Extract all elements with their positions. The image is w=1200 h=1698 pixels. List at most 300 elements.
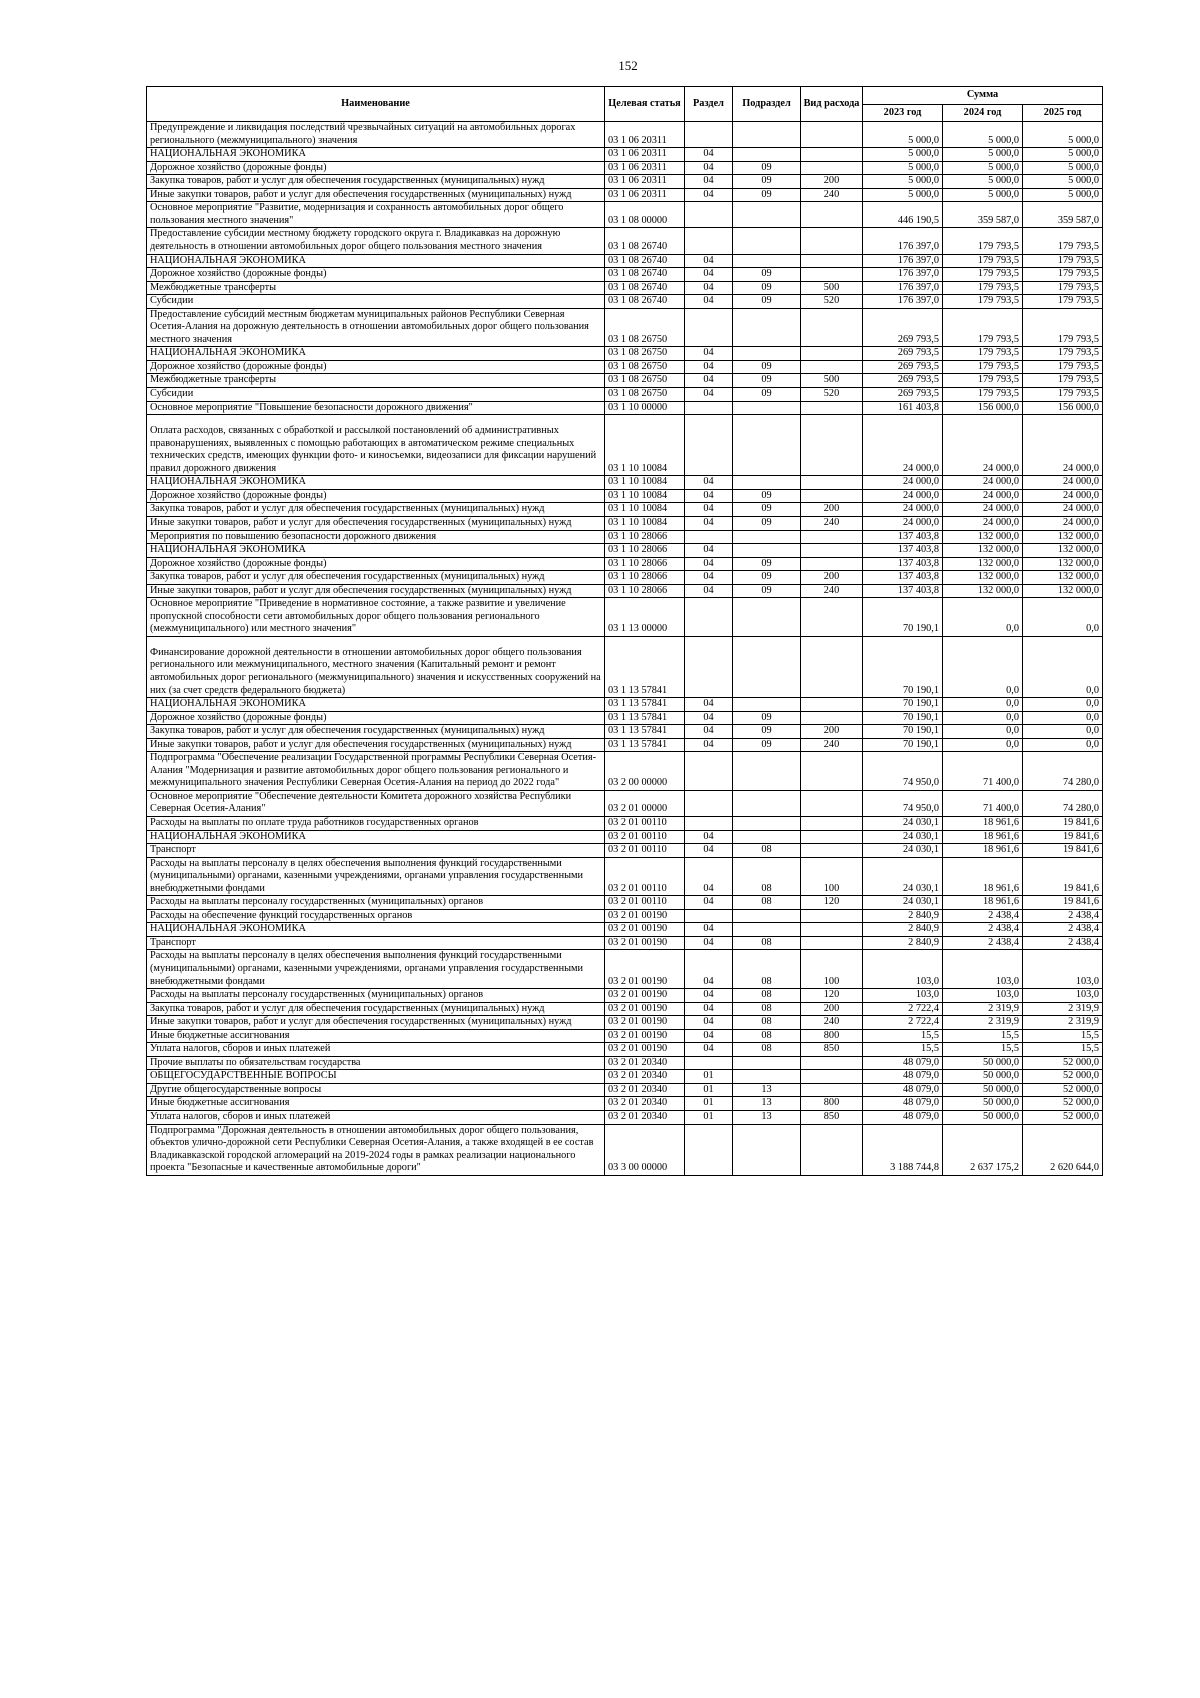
cell-name: Предоставление субсидии местному бюджету городского округа г. Владикавказ на дорожную деятельность в отношении автомобильных дорог общего пользования местного значения	[147, 228, 605, 254]
cell-razdel: 04	[685, 1029, 733, 1043]
cell-2024: 2 438,4	[943, 936, 1023, 950]
cell-vid	[801, 844, 863, 858]
cell-name: Подпрограмма "Дорожная деятельность в отношении автомобильных дорог общего пользования, объектов улично-дорожной сети Республики Северная Осетия-Алания, а также входящей в ее состав Владикавказской городской агломераций на 2019-2024 годы в рамках реализации национального проекта "Безопасные и качественные автомобильные дороги"	[147, 1124, 605, 1175]
cell-2023: 24 000,0	[863, 415, 943, 476]
cell-2023: 24 030,1	[863, 896, 943, 910]
cell-2023: 74 950,0	[863, 790, 943, 816]
cell-2023: 24 030,1	[863, 830, 943, 844]
cell-2025: 0,0	[1023, 698, 1103, 712]
cell-code: 03 2 01 00110	[605, 830, 685, 844]
cell-podrazdel: 09	[733, 489, 801, 503]
cell-2024: 0,0	[943, 711, 1023, 725]
cell-2025: 132 000,0	[1023, 530, 1103, 544]
cell-podrazdel: 09	[733, 388, 801, 402]
cell-name: Межбюджетные трансферты	[147, 374, 605, 388]
cell-podrazdel: 09	[733, 281, 801, 295]
cell-2025: 179 793,5	[1023, 360, 1103, 374]
table-row	[147, 923, 1103, 937]
cell-code: 03 1 08 26740	[605, 228, 685, 254]
cell-name: НАЦИОНАЛЬНАЯ ЭКОНОМИКА	[147, 148, 605, 162]
cell-code: 03 2 01 00190	[605, 1002, 685, 1016]
cell-2025: 0,0	[1023, 738, 1103, 752]
cell-razdel: 04	[685, 254, 733, 268]
table-row	[147, 188, 1103, 202]
cell-2025: 5 000,0	[1023, 161, 1103, 175]
cell-name: Предоставление субсидий местным бюджетам муниципальных районов Республики Северная Осетия-Алания на дорожную деятельность в отношении автомобильных дорог общего пользования местного значения	[147, 308, 605, 347]
table-row	[147, 989, 1103, 1003]
table-row	[147, 374, 1103, 388]
cell-vid	[801, 228, 863, 254]
cell-2024: 0,0	[943, 636, 1023, 697]
cell-code: 03 1 13 57841	[605, 738, 685, 752]
cell-podrazdel: 13	[733, 1111, 801, 1125]
cell-vid	[801, 308, 863, 347]
cell-podrazdel	[733, 228, 801, 254]
cell-name: НАЦИОНАЛЬНАЯ ЭКОНОМИКА	[147, 544, 605, 558]
cell-2025: 103,0	[1023, 950, 1103, 989]
cell-code: 03 1 08 26740	[605, 295, 685, 309]
cell-podrazdel: 08	[733, 1002, 801, 1016]
cell-2024: 2 438,4	[943, 923, 1023, 937]
cell-2025: 5 000,0	[1023, 188, 1103, 202]
cell-2024: 18 961,6	[943, 816, 1023, 830]
cell-vid	[801, 909, 863, 923]
cell-2024: 179 793,5	[943, 228, 1023, 254]
table-row	[147, 1070, 1103, 1084]
cell-razdel: 04	[685, 281, 733, 295]
cell-vid	[801, 752, 863, 791]
cell-razdel: 01	[685, 1083, 733, 1097]
cell-2024: 132 000,0	[943, 571, 1023, 585]
table-row	[147, 909, 1103, 923]
cell-code: 03 2 01 00190	[605, 1029, 685, 1043]
cell-2023: 2 722,4	[863, 1002, 943, 1016]
cell-2025: 24 000,0	[1023, 516, 1103, 530]
cell-code: 03 2 01 00190	[605, 950, 685, 989]
cell-code: 03 1 13 57841	[605, 725, 685, 739]
header-name: Наименование	[147, 87, 605, 122]
cell-razdel: 04	[685, 950, 733, 989]
cell-podrazdel	[733, 347, 801, 361]
cell-name: Дорожное хозяйство (дорожные фонды)	[147, 557, 605, 571]
cell-2023: 24 000,0	[863, 516, 943, 530]
table-row	[147, 896, 1103, 910]
cell-vid	[801, 544, 863, 558]
cell-2025: 0,0	[1023, 711, 1103, 725]
cell-razdel: 01	[685, 1070, 733, 1084]
table-row	[147, 1016, 1103, 1030]
cell-2024: 179 793,5	[943, 374, 1023, 388]
cell-name: Иные закупки товаров, работ и услуг для обеспечения государственных (муниципальных) нужд	[147, 188, 605, 202]
cell-code: 03 1 08 26750	[605, 388, 685, 402]
cell-name: Основное мероприятие "Обеспечение деятельности Комитета дорожного хозяйства Республики Северная Осетия-Алания"	[147, 790, 605, 816]
table-row	[147, 161, 1103, 175]
cell-razdel: 04	[685, 844, 733, 858]
cell-name: НАЦИОНАЛЬНАЯ ЭКОНОМИКА	[147, 254, 605, 268]
cell-2024: 18 961,6	[943, 857, 1023, 896]
cell-2025: 132 000,0	[1023, 557, 1103, 571]
cell-2024: 15,5	[943, 1043, 1023, 1057]
cell-code: 03 3 00 00000	[605, 1124, 685, 1175]
cell-podrazdel	[733, 254, 801, 268]
cell-code: 03 1 10 28066	[605, 530, 685, 544]
cell-code: 03 1 13 57841	[605, 698, 685, 712]
cell-2024: 0,0	[943, 698, 1023, 712]
cell-vid: 240	[801, 1016, 863, 1030]
cell-vid: 520	[801, 388, 863, 402]
table-row	[147, 148, 1103, 162]
cell-2025: 5 000,0	[1023, 148, 1103, 162]
cell-podrazdel: 09	[733, 711, 801, 725]
cell-code: 03 1 10 10084	[605, 516, 685, 530]
cell-2025: 103,0	[1023, 989, 1103, 1003]
cell-name: Подпрограмма "Обеспечение реализации Государственной программы Республики Северная Осетия-Алания "Модернизация и развитие автомобильных дорог общего пользования регионального и межмуниципального значения Республики Северная Осетия-Алания на период до 2022 года"	[147, 752, 605, 791]
cell-code: 03 2 01 20340	[605, 1070, 685, 1084]
cell-2024: 50 000,0	[943, 1070, 1023, 1084]
cell-2024: 2 637 175,2	[943, 1124, 1023, 1175]
header-podrazdel: Подраздел	[733, 87, 801, 122]
cell-vid	[801, 698, 863, 712]
cell-2024: 5 000,0	[943, 161, 1023, 175]
cell-2024: 50 000,0	[943, 1083, 1023, 1097]
table-row	[147, 308, 1103, 347]
cell-podrazdel	[733, 1124, 801, 1175]
cell-2024: 0,0	[943, 738, 1023, 752]
cell-2023: 15,5	[863, 1029, 943, 1043]
cell-vid	[801, 401, 863, 415]
cell-2025: 2 438,4	[1023, 936, 1103, 950]
cell-name: Основное мероприятие "Повышение безопасности дорожного движения"	[147, 401, 605, 415]
table-row	[147, 1124, 1103, 1175]
cell-2024: 103,0	[943, 989, 1023, 1003]
cell-vid: 240	[801, 584, 863, 598]
cell-vid: 200	[801, 503, 863, 517]
cell-code: 03 2 01 00110	[605, 816, 685, 830]
cell-2024: 18 961,6	[943, 844, 1023, 858]
cell-2023: 5 000,0	[863, 188, 943, 202]
cell-name: Основное мероприятие "Приведение в нормативное состояние, а также развитие и увеличение пропускной способности сети автомобильных дорог общего пользования регионального (межмуниципального) или местного значения"	[147, 598, 605, 637]
table-row	[147, 790, 1103, 816]
cell-2023: 5 000,0	[863, 148, 943, 162]
cell-name: Уплата налогов, сборов и иных платежей	[147, 1111, 605, 1125]
cell-vid	[801, 923, 863, 937]
cell-name: Дорожное хозяйство (дорожные фонды)	[147, 268, 605, 282]
table-row	[147, 950, 1103, 989]
cell-2025: 179 793,5	[1023, 254, 1103, 268]
cell-vid	[801, 1083, 863, 1097]
cell-razdel: 04	[685, 857, 733, 896]
cell-podrazdel: 08	[733, 1043, 801, 1057]
cell-name: НАЦИОНАЛЬНАЯ ЭКОНОМИКА	[147, 923, 605, 937]
cell-code: 03 2 01 20340	[605, 1056, 685, 1070]
cell-2025: 359 587,0	[1023, 202, 1103, 228]
cell-2025: 179 793,5	[1023, 374, 1103, 388]
cell-vid	[801, 1124, 863, 1175]
cell-2023: 2 840,9	[863, 936, 943, 950]
cell-name: Межбюджетные трансферты	[147, 281, 605, 295]
cell-name: Расходы на выплаты персоналу в целях обеспечения выполнения функций государственными (муниципальными) органами, казенными учреждениями, органами управления государственными внебюджетными фондами	[147, 950, 605, 989]
cell-2024: 2 319,9	[943, 1002, 1023, 1016]
cell-podrazdel	[733, 122, 801, 148]
cell-vid: 850	[801, 1111, 863, 1125]
cell-2024: 71 400,0	[943, 790, 1023, 816]
cell-2024: 5 000,0	[943, 175, 1023, 189]
cell-2025: 2 319,9	[1023, 1016, 1103, 1030]
cell-razdel: 04	[685, 503, 733, 517]
budget-table	[146, 86, 1103, 1176]
cell-code: 03 1 08 26750	[605, 360, 685, 374]
cell-2023: 269 793,5	[863, 360, 943, 374]
cell-2025: 19 841,6	[1023, 857, 1103, 896]
cell-2023: 137 403,8	[863, 544, 943, 558]
cell-2024: 5 000,0	[943, 148, 1023, 162]
table-row	[147, 415, 1103, 476]
cell-2025: 74 280,0	[1023, 752, 1103, 791]
cell-vid	[801, 202, 863, 228]
cell-podrazdel: 09	[733, 175, 801, 189]
cell-code: 03 1 10 28066	[605, 571, 685, 585]
cell-razdel: 04	[685, 1002, 733, 1016]
cell-name: Транспорт	[147, 936, 605, 950]
cell-podrazdel: 09	[733, 557, 801, 571]
cell-podrazdel: 09	[733, 725, 801, 739]
cell-code: 03 1 10 28066	[605, 584, 685, 598]
cell-name: Иные бюджетные ассигнования	[147, 1029, 605, 1043]
table-row	[147, 725, 1103, 739]
cell-2024: 132 000,0	[943, 557, 1023, 571]
cell-code: 03 2 01 00110	[605, 896, 685, 910]
cell-vid	[801, 1056, 863, 1070]
cell-2023: 137 403,8	[863, 584, 943, 598]
cell-name: Дорожное хозяйство (дорожные фонды)	[147, 489, 605, 503]
table-row	[147, 636, 1103, 697]
cell-code: 03 2 00 00000	[605, 752, 685, 791]
cell-2023: 70 190,1	[863, 698, 943, 712]
cell-2023: 176 397,0	[863, 254, 943, 268]
cell-2024: 179 793,5	[943, 295, 1023, 309]
cell-2024: 0,0	[943, 598, 1023, 637]
cell-2025: 0,0	[1023, 636, 1103, 697]
cell-2025: 15,5	[1023, 1043, 1103, 1057]
cell-vid	[801, 598, 863, 637]
table-row	[147, 571, 1103, 585]
page-number: 152	[618, 58, 638, 73]
cell-2024: 71 400,0	[943, 752, 1023, 791]
cell-2023: 161 403,8	[863, 401, 943, 415]
cell-code: 03 2 01 20340	[605, 1083, 685, 1097]
cell-vid: 120	[801, 896, 863, 910]
cell-code: 03 2 01 00190	[605, 936, 685, 950]
cell-name: Финансирование дорожной деятельности в отношении автомобильных дорог общего пользования регионального или межмуниципального, местного значения (Капитальный ремонт и ремонт автомобильных дорог регионального (межмуниципального) значения и искусственных сооружений на них (за счет средств федерального бюджета)	[147, 636, 605, 697]
table-row	[147, 401, 1103, 415]
cell-razdel	[685, 790, 733, 816]
cell-2024: 2 319,9	[943, 1016, 1023, 1030]
cell-vid	[801, 254, 863, 268]
cell-2025: 52 000,0	[1023, 1070, 1103, 1084]
cell-vid: 500	[801, 281, 863, 295]
cell-2024: 24 000,0	[943, 516, 1023, 530]
table-row	[147, 557, 1103, 571]
cell-2023: 176 397,0	[863, 281, 943, 295]
cell-2023: 24 030,1	[863, 857, 943, 896]
cell-razdel: 04	[685, 544, 733, 558]
cell-razdel	[685, 202, 733, 228]
cell-2023: 137 403,8	[863, 557, 943, 571]
cell-vid: 200	[801, 1002, 863, 1016]
table-row	[147, 752, 1103, 791]
cell-name: Расходы на выплаты персоналу в целях обеспечения выполнения функций государственными (муниципальными) органами, казенными учреждениями, органами управления государственными внебюджетными фондами	[147, 857, 605, 896]
cell-vid	[801, 415, 863, 476]
cell-podrazdel	[733, 636, 801, 697]
cell-razdel: 01	[685, 1097, 733, 1111]
cell-name: Другие общегосударственные вопросы	[147, 1083, 605, 1097]
cell-2025: 2 438,4	[1023, 923, 1103, 937]
cell-razdel: 04	[685, 1043, 733, 1057]
cell-2024: 24 000,0	[943, 476, 1023, 490]
cell-vid	[801, 489, 863, 503]
cell-name: Закупка товаров, работ и услуг для обеспечения государственных (муниципальных) нужд	[147, 571, 605, 585]
cell-2023: 2 840,9	[863, 909, 943, 923]
table-row	[147, 1111, 1103, 1125]
cell-name: НАЦИОНАЛЬНАЯ ЭКОНОМИКА	[147, 476, 605, 490]
cell-name: Закупка товаров, работ и услуг для обеспечения государственных (муниципальных) нужд	[147, 1002, 605, 1016]
header-2023: 2023 год	[863, 104, 943, 122]
cell-razdel	[685, 401, 733, 415]
cell-razdel	[685, 122, 733, 148]
cell-razdel: 04	[685, 295, 733, 309]
cell-podrazdel	[733, 598, 801, 637]
cell-podrazdel: 08	[733, 857, 801, 896]
cell-razdel: 04	[685, 175, 733, 189]
cell-podrazdel	[733, 308, 801, 347]
cell-2025: 179 793,5	[1023, 295, 1103, 309]
table-row	[147, 936, 1103, 950]
cell-2025: 24 000,0	[1023, 489, 1103, 503]
cell-name: Иные закупки товаров, работ и услуг для обеспечения государственных (муниципальных) нужд	[147, 584, 605, 598]
cell-podrazdel: 09	[733, 374, 801, 388]
cell-2025: 19 841,6	[1023, 844, 1103, 858]
cell-2024: 179 793,5	[943, 360, 1023, 374]
cell-2024: 50 000,0	[943, 1111, 1023, 1125]
cell-vid	[801, 790, 863, 816]
cell-razdel: 04	[685, 1016, 733, 1030]
cell-vid: 200	[801, 725, 863, 739]
cell-razdel: 04	[685, 936, 733, 950]
cell-code: 03 1 06 20311	[605, 188, 685, 202]
cell-2025: 2 438,4	[1023, 909, 1103, 923]
cell-vid: 240	[801, 516, 863, 530]
cell-code: 03 1 08 26740	[605, 281, 685, 295]
cell-2025: 132 000,0	[1023, 544, 1103, 558]
cell-vid	[801, 268, 863, 282]
cell-2025: 52 000,0	[1023, 1111, 1103, 1125]
cell-vid: 240	[801, 738, 863, 752]
cell-2025: 52 000,0	[1023, 1056, 1103, 1070]
cell-razdel: 04	[685, 489, 733, 503]
cell-code: 03 1 08 26750	[605, 347, 685, 361]
cell-name: ОБЩЕГОСУДАРСТВЕННЫЕ ВОПРОСЫ	[147, 1070, 605, 1084]
cell-name: НАЦИОНАЛЬНАЯ ЭКОНОМИКА	[147, 830, 605, 844]
cell-code: 03 1 06 20311	[605, 175, 685, 189]
cell-podrazdel: 08	[733, 1029, 801, 1043]
cell-2023: 48 079,0	[863, 1070, 943, 1084]
cell-2023: 5 000,0	[863, 175, 943, 189]
cell-podrazdel	[733, 698, 801, 712]
cell-razdel: 04	[685, 374, 733, 388]
cell-2023: 48 079,0	[863, 1056, 943, 1070]
cell-2025: 156 000,0	[1023, 401, 1103, 415]
cell-code: 03 1 10 10084	[605, 489, 685, 503]
table-row	[147, 1043, 1103, 1057]
cell-vid	[801, 636, 863, 697]
cell-code: 03 1 08 26750	[605, 308, 685, 347]
cell-2024: 50 000,0	[943, 1056, 1023, 1070]
cell-2023: 3 188 744,8	[863, 1124, 943, 1175]
table-row	[147, 857, 1103, 896]
table-row	[147, 388, 1103, 402]
cell-podrazdel: 09	[733, 584, 801, 598]
cell-podrazdel	[733, 790, 801, 816]
cell-name: Уплата налогов, сборов и иных платежей	[147, 1043, 605, 1057]
table-row	[147, 1097, 1103, 1111]
cell-2024: 18 961,6	[943, 896, 1023, 910]
cell-2024: 179 793,5	[943, 281, 1023, 295]
cell-2024: 15,5	[943, 1029, 1023, 1043]
cell-podrazdel	[733, 530, 801, 544]
cell-name: Мероприятия по повышению безопасности дорожного движения	[147, 530, 605, 544]
table-row	[147, 544, 1103, 558]
cell-code: 03 2 01 00110	[605, 857, 685, 896]
table-row	[147, 844, 1103, 858]
cell-2023: 74 950,0	[863, 752, 943, 791]
cell-podrazdel: 08	[733, 896, 801, 910]
cell-vid: 200	[801, 571, 863, 585]
cell-code: 03 2 01 00110	[605, 844, 685, 858]
cell-vid	[801, 347, 863, 361]
cell-code: 03 1 13 57841	[605, 711, 685, 725]
cell-2023: 5 000,0	[863, 122, 943, 148]
cell-vid	[801, 711, 863, 725]
cell-podrazdel	[733, 544, 801, 558]
cell-podrazdel: 09	[733, 571, 801, 585]
cell-name: Расходы на выплаты персоналу государственных (муниципальных) органов	[147, 896, 605, 910]
cell-2025: 0,0	[1023, 725, 1103, 739]
cell-razdel: 04	[685, 830, 733, 844]
cell-podrazdel: 09	[733, 516, 801, 530]
cell-vid	[801, 360, 863, 374]
cell-2024: 50 000,0	[943, 1097, 1023, 1111]
cell-2023: 70 190,1	[863, 598, 943, 637]
cell-2024: 5 000,0	[943, 188, 1023, 202]
cell-code: 03 2 01 00190	[605, 1016, 685, 1030]
cell-2023: 24 000,0	[863, 503, 943, 517]
cell-podrazdel	[733, 830, 801, 844]
table-row	[147, 598, 1103, 637]
cell-code: 03 1 10 28066	[605, 544, 685, 558]
cell-2025: 5 000,0	[1023, 122, 1103, 148]
cell-code: 03 1 06 20311	[605, 148, 685, 162]
cell-2023: 70 190,1	[863, 636, 943, 697]
cell-2025: 24 000,0	[1023, 476, 1103, 490]
cell-razdel: 04	[685, 896, 733, 910]
cell-name: Субсидии	[147, 295, 605, 309]
cell-podrazdel	[733, 1056, 801, 1070]
cell-2024: 179 793,5	[943, 268, 1023, 282]
cell-razdel	[685, 598, 733, 637]
cell-name: Дорожное хозяйство (дорожные фонды)	[147, 360, 605, 374]
cell-podrazdel: 08	[733, 936, 801, 950]
cell-2024: 2 438,4	[943, 909, 1023, 923]
